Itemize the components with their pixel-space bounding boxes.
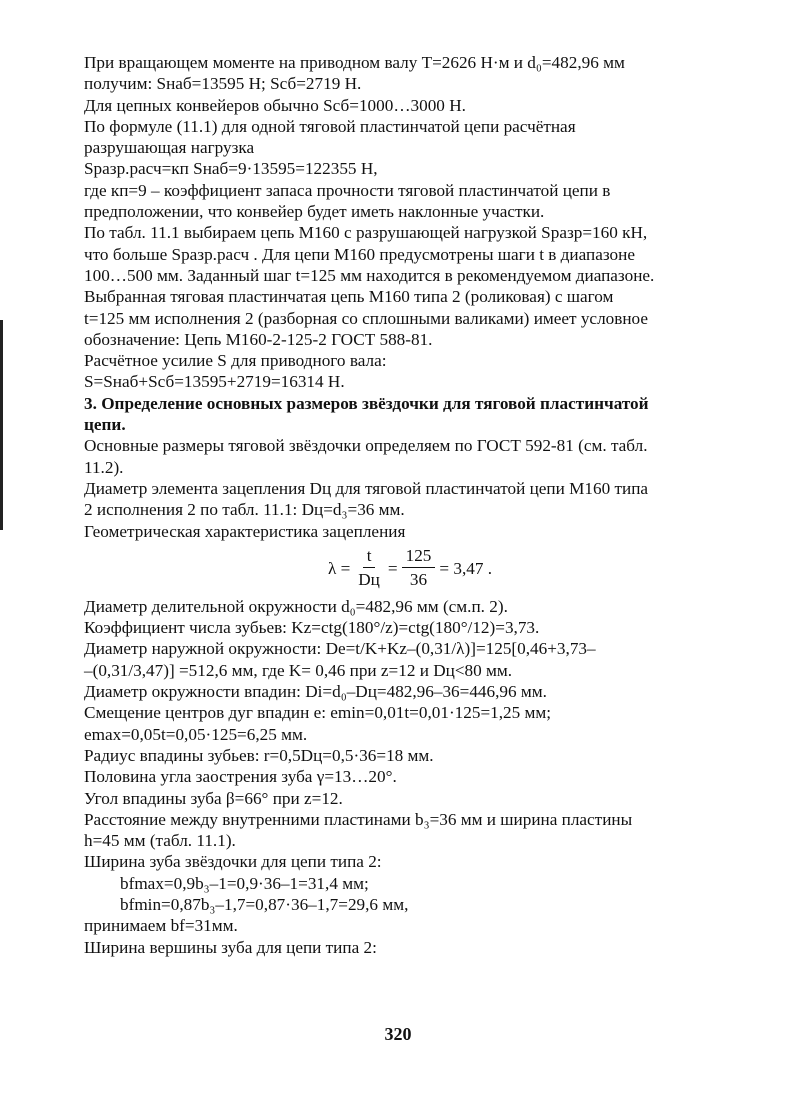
text-line: Смещение центров дуг впадин e: emin=0,01t=0,01·125=1,25 мм; [84,703,552,723]
text-line: предположении, что конвейер будет иметь наклонные участки. [84,202,545,222]
text-line: 11.2). [84,457,124,477]
text-line: Для цепных конвейеров обычно Sсб=1000…3000 Н. [84,95,466,115]
formula-shaft-force: S=Sнаб+Sсб=13595+2719=16314 Н. [84,372,345,392]
text-line: Половина угла заострения зуба γ=13…20°. [84,767,397,787]
fraction-denominator: Dц [358,570,380,590]
text-line: Коэффициент числа зубьев: Kz=ctg(180°/z)=ctg(180°/12)=3,73. [84,618,540,638]
formula-bf-max: bfmax=0,9b₃–1=0,9·36–1=31,4 мм; [120,873,369,893]
text-line: Расстояние между внутренними пластинами b₃=36 мм и ширина пластины [84,809,633,829]
text-line: Диаметр делительной окружности d₀=482,96 мм (см.п. 2). [84,596,508,616]
section-heading: 3. Определение основных размеров звёздочки для тяговой пластинчатой [84,393,649,413]
formula-bf-min: bfmin=0,87b₃–1,7=0,87·36–1,7=29,6 мм, [120,894,409,914]
fraction-denominator: 36 [409,570,428,590]
text-line: 2 исполнения 2 по табл. 11.1: Dц=d₃=36 мм. [84,500,405,520]
text-line: h=45 мм (табл. 11.1). [84,831,236,851]
text-line: разрушающая нагрузка [84,138,255,158]
text-line: При вращающем моменте на приводном валу T=2626 Н·м и d₀=482,96 мм [84,53,625,72]
text-line: 100…500 мм. Заданный шаг t=125 мм находится в рекомендуемом диапазоне. [84,265,655,285]
text-line: По табл. 11.1 выбираем цепь М160 с разрушающей нагрузкой Sразр=160 кН, [84,223,648,243]
text-line: t=125 мм исполнения 2 (разборная со сплошными валиками) имеет условное [84,308,648,328]
page-number: 320 [384,1024,412,1044]
text-line: –(0,31/3,47)] =512,6 мм, где K= 0,46 при z=12 и Dц<80 мм. [84,660,513,680]
text-line: emax=0,05t=0,05·125=6,25 мм. [84,724,308,744]
text-line: получим: Sнаб=13595 Н; Sсб=2719 Н. [84,74,362,94]
text-line: Основные размеры тяговой звёздочки определяем по ГОСТ 592-81 (см. табл. [84,436,648,456]
text-line: Выбранная тяговая пластинчатая цепь М160 типа 2 (роликовая) с шагом [84,287,614,307]
text-line: где кп=9 – коэффициент запаса прочности тяговой пластинчатой цепи в [84,180,611,200]
text-line: Расчётное усилие S для приводного вала: [84,351,387,371]
text-line: По формуле (11.1) для одной тяговой пластинчатой цепи расчётная [84,116,576,136]
text-line: Диаметр элемента зацепления Dц для тяговой пластинчатой цепи М160 типа [84,478,649,498]
equals-sign: = [387,559,398,579]
text-line: Геометрическая характеристика зацепления [84,521,406,541]
lambda-lhs: λ = [327,559,351,579]
fraction-125-over-36 [402,545,436,592]
text-line: Угол впадины зуба β=66° при z=12. [84,788,343,808]
scan-edge-mark [0,320,3,530]
formula-lambda [84,544,736,594]
text-line: что больше Sразр.расч . Для цепи М160 предусмотрены шаги t в диапазоне [84,244,635,264]
text-line: принимаем bf=31мм. [84,916,238,936]
section-heading-cont: цепи. [84,415,126,435]
page-body [84,52,736,958]
text-line: Радиус впадины зубьев: r=0,5Dц=0,5·36=18 мм. [84,745,434,765]
text-line: обозначение: Цепь М160-2-125-2 ГОСТ 588-81. [84,329,433,349]
text-line: Диаметр окружности впадин: Di=d₀–Dц=482,96–36=446,96 мм. [84,682,547,702]
text-line: Ширина вершины зуба для цепи типа 2: [84,937,377,957]
lambda-result: = 3,47 . [439,559,493,579]
text-line: Диаметр наружной окружности: De=t/K+Kz–(0,31/λ)]=125[0,46+3,73– [84,639,596,659]
formula-breaking-load: Sразр.расч=кп Sнаб=9·13595=122355 Н, [84,159,378,179]
fraction-numerator: t [363,545,376,568]
fraction-t-over-d [354,545,384,592]
fraction-numerator: 125 [402,545,436,568]
text-line: Ширина зуба звёздочки для цепи типа 2: [84,852,382,872]
